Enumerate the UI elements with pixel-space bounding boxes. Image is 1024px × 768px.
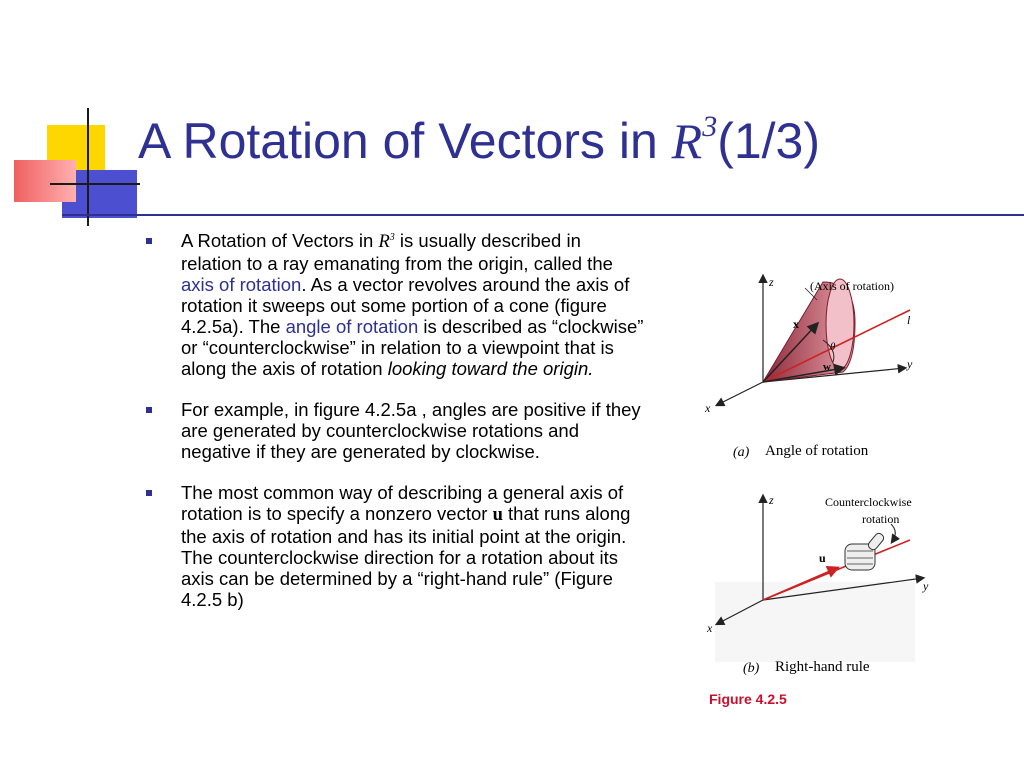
label-axis-of-rotation: (Axis of rotation)	[810, 279, 894, 293]
bullet-marker	[146, 238, 152, 244]
label-x-b: x	[707, 621, 713, 635]
label-z-b: z	[769, 493, 774, 507]
figure-4-2-5	[695, 262, 955, 722]
bullet-item: For example, in figure 4.2.5a , angles are positive if they are generated by counterclockwise rotations and negative if they are generated by clockwise.	[146, 399, 646, 462]
term-axis-of-rotation: axis of rotation	[181, 274, 302, 295]
decor-vertical-line	[87, 108, 89, 226]
title-underline	[62, 214, 1024, 216]
caption-b: Right-hand rule	[775, 659, 870, 675]
label-ccw-2: rotation	[862, 512, 900, 526]
bullet-list	[146, 230, 646, 630]
label-z-a: z	[769, 275, 774, 289]
label-x-a: x	[705, 401, 711, 415]
bullet-marker	[146, 490, 152, 496]
label-u: u	[819, 551, 826, 565]
right-hand-icon	[845, 524, 895, 570]
decor-horizontal-line	[50, 183, 140, 185]
label-y-a: y	[907, 357, 913, 371]
bullet-item: A Rotation of Vectors in $R^3$ is usually described in relation to a ray emanating from the origin, called the axis of rotation. As a vector revolves around the axis of rotation it sweeps out some portion of a cone (figure 4.2.5a). The angle of rotation is described as “clockwise” or “counterclockwise” in relation to a viewpoint that is along the axis of rotation looking toward the origin.	[146, 230, 646, 379]
page-title: A Rotation of Vectors in $R^3(1/3)$	[138, 110, 821, 169]
figure-label: Figure 4.2.5	[709, 691, 787, 707]
caption-b-tag: (b)	[743, 661, 760, 676]
label-vec-w: w	[823, 361, 831, 373]
figure-a	[704, 275, 913, 460]
label-theta: θ	[830, 341, 836, 353]
term-angle-of-rotation: angle of rotation	[285, 316, 419, 337]
decor-red-square	[14, 160, 76, 202]
x-axis-a	[717, 382, 763, 405]
label-l: l	[907, 313, 911, 327]
caption-a-tag: (a)	[733, 445, 750, 460]
faded-panel	[715, 582, 915, 662]
label-y-b: y	[923, 579, 929, 593]
label-vec-x: x	[793, 317, 799, 331]
caption-a: Angle of rotation	[765, 443, 869, 459]
bullet-item: The most common way of describing a general axis of rotation is to specify a nonzero vector u that runs along the axis of rotation and has its initial point at the origin. The counterclockwise direction for a rotation about its axis can be determined by a “right-hand rule” (Figure 4.2.5 b)	[146, 482, 646, 610]
bullet-marker	[146, 407, 152, 413]
figure-b	[706, 493, 929, 707]
label-ccw-1: Counterclockwise	[825, 495, 912, 509]
